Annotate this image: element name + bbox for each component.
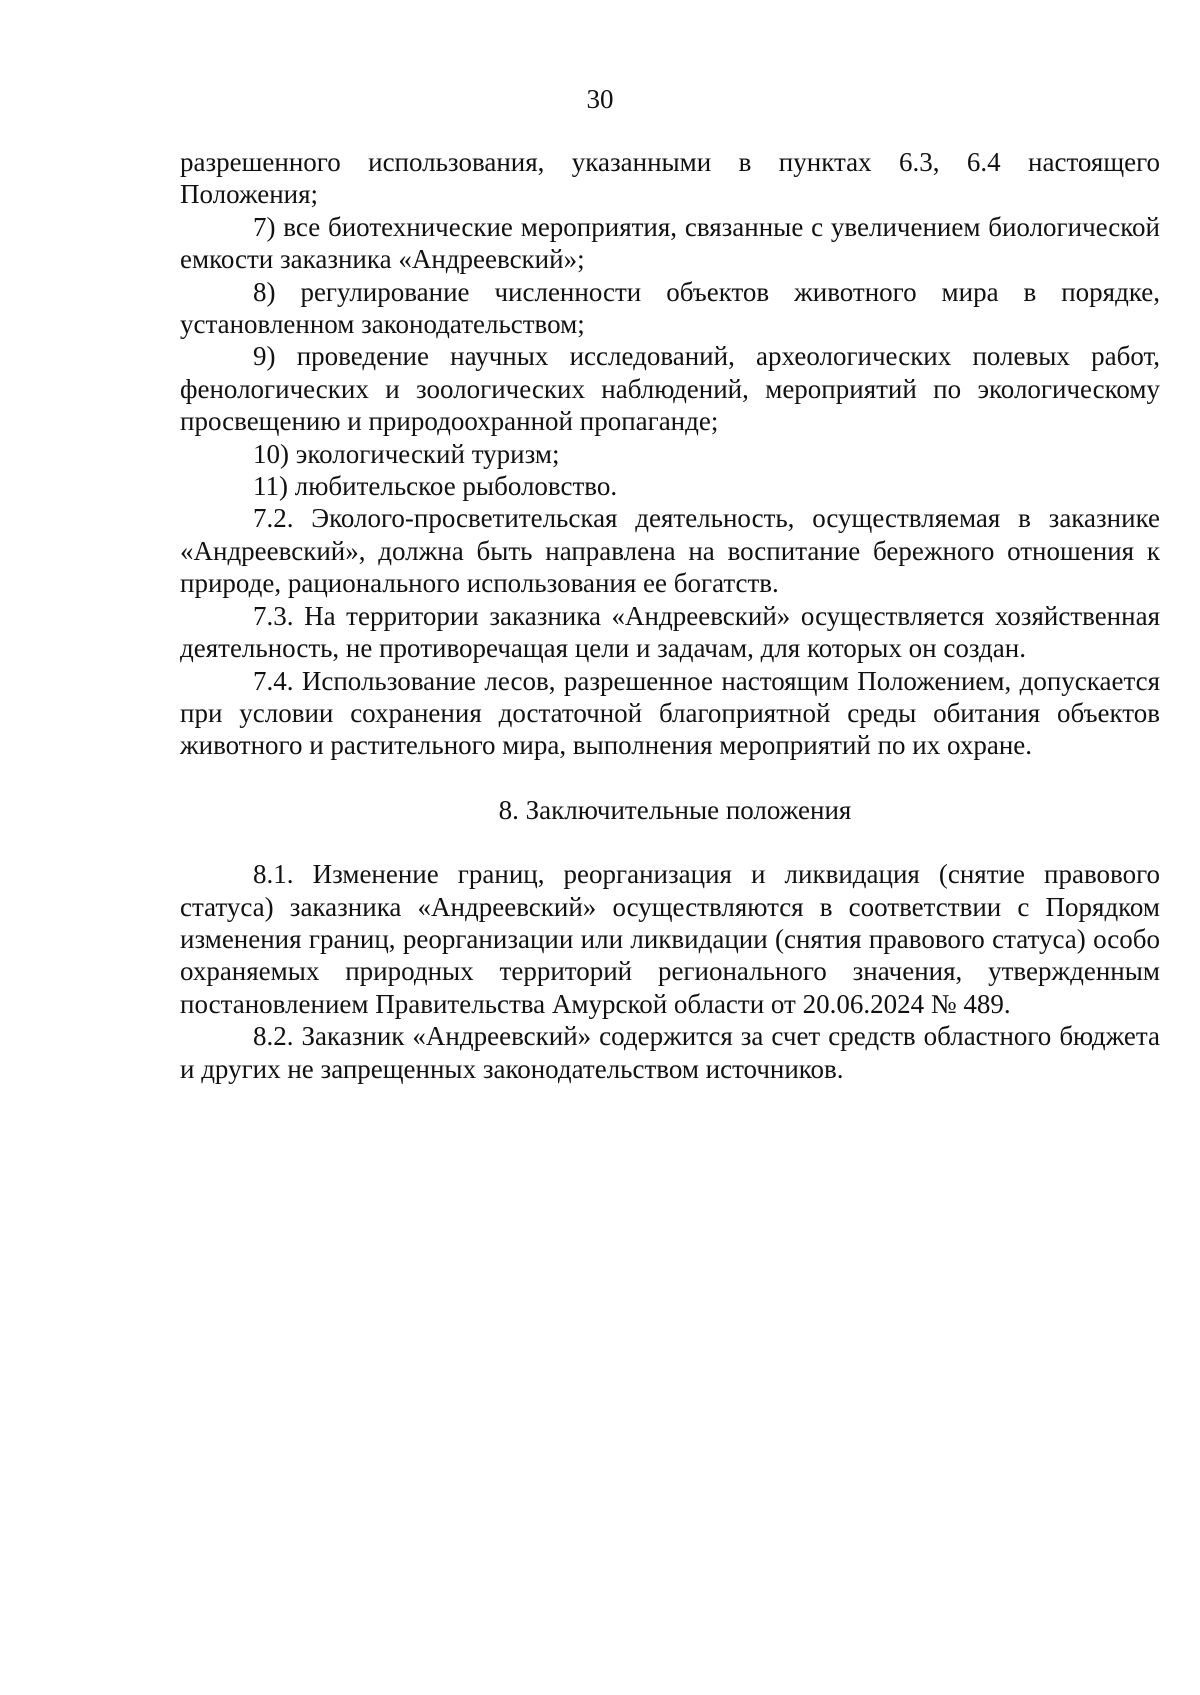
list-item-8: 8) регулирование численности объектов животного мира в порядке, установленном законодательством; — [180, 276, 1160, 340]
clause-8-2: 8.2. Заказник «Андреевский» содержится за счет средств областного бюджета и других не запрещенных законодательством источников. — [180, 1021, 1160, 1084]
paragraph-continuation: разрешенного использования, указанными в пунктах 6.3, 6.4 настоящего Положения; — [180, 147, 1160, 210]
list-item-11: 11) любительское рыболовство. — [253, 471, 618, 502]
list-item-7: 7) все биотехнические мероприятия, связанные с увеличением биологической емкости заказника «Андреевский»; — [180, 211, 1160, 275]
list-item-10: 10) экологический туризм; — [253, 438, 560, 469]
page-number: 30 — [586, 84, 614, 114]
clause-7-4: 7.4. Использование лесов, разрешенное настоящим Положением, допускается при условии сохранения достаточной благоприятной среды обитания объектов животного и растительного мира, выполнения мероприятий по их охране. — [180, 665, 1160, 761]
section-heading-8: 8. Заключительные положения — [498, 794, 852, 825]
clause-8-1: 8.1. Изменение границ, реорганизация и ликвидация (снятие правового статуса) заказника «Андреевский» осуществляются в соответствии с Порядком изменения границ, реорганизации или ликвидации (снятия правового статуса) особо охраняемых природных территорий регионального значения, утвержденным постановлением Правительства Амурской области от 20.06.2024 № 489. — [180, 859, 1160, 1019]
document-body — [180, 146, 1160, 1085]
clause-7-2: 7.2. Эколого-просветительская деятельность, осуществляемая в заказнике «Андреевский», должна быть направлена на воспитание бережного отношения к природе, рационального использования ее богатств. — [180, 503, 1160, 599]
clause-7-3: 7.3. На территории заказника «Андреевский» осуществляется хозяйственная деятельность, не противоречащая цели и задачам, для которых он создан. — [180, 600, 1160, 664]
list-item-9: 9) проведение научных исследований, археологических полевых работ, фенологических и зоологических наблюдений, мероприятий по экологическому просвещению и природоохранной пропаганде; — [180, 341, 1160, 437]
